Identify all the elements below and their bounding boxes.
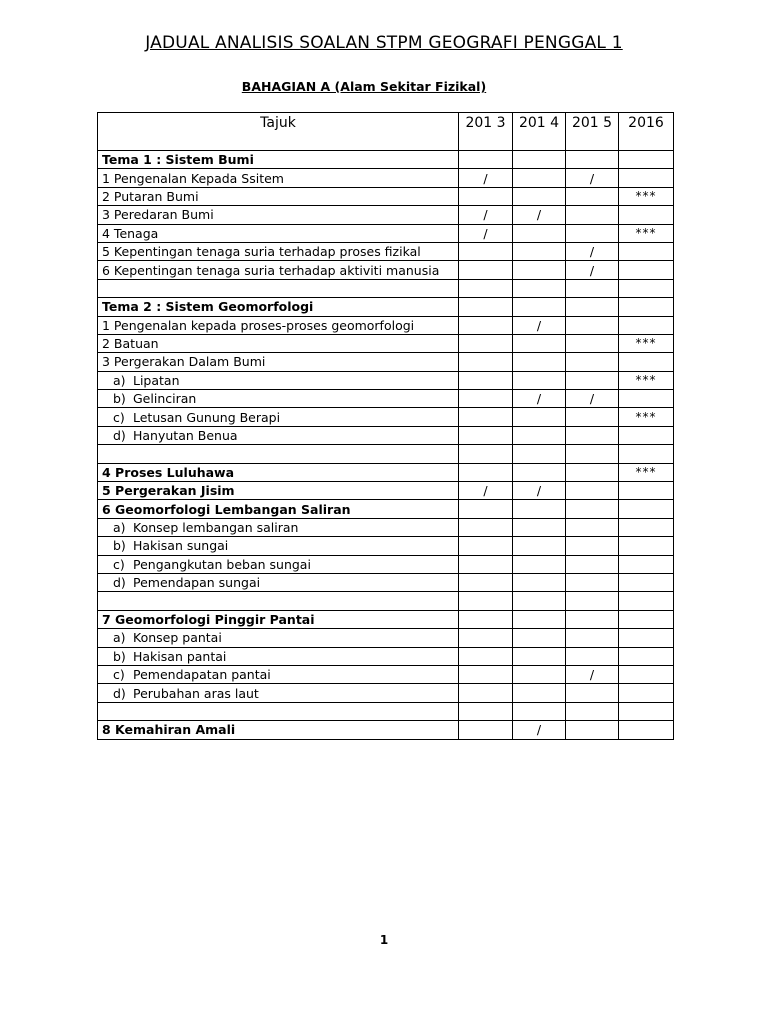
table-row [98,408,674,426]
section-subtitle: BAHAGIAN A (Alam Sekitar Fizikal) [241,79,487,94]
mark-cell [619,242,674,260]
header-topic: Tajuk [98,113,459,151]
mark-cell [459,665,513,683]
mark-cell [566,279,619,297]
mark-cell: *** [619,463,674,481]
mark-cell: / [513,206,566,224]
mark-cell [566,702,619,720]
mark-cell [619,573,674,591]
mark-cell [513,702,566,720]
mark-cell [566,721,619,739]
mark-cell [513,353,566,371]
table-row [98,592,674,610]
mark-cell [566,206,619,224]
topic-cell [98,555,459,573]
topic-cell [98,610,459,628]
mark-cell [459,371,513,389]
mark-cell [619,500,674,518]
mark-cell [566,353,619,371]
topic-cell [98,242,459,260]
table-row [98,169,674,187]
table-row [98,353,674,371]
topic-label: Perubahan aras laut [133,685,259,701]
mark-cell [513,555,566,573]
mark-cell [619,169,674,187]
table-row [98,629,674,647]
mark-cell [459,151,513,169]
mark-cell [566,500,619,518]
topic-cell [98,206,459,224]
mark-cell [513,371,566,389]
mark-cell [566,610,619,628]
mark-cell [619,482,674,500]
header-year-2015: 201 5 [566,113,619,151]
topic-cell [98,537,459,555]
sub-item-letter: c) [113,556,125,572]
topic-cell [98,684,459,702]
mark-cell [513,169,566,187]
table-row [98,242,674,260]
mark-cell: *** [619,371,674,389]
topic-cell [98,298,459,316]
topic-cell [98,169,459,187]
mark-cell [459,261,513,279]
mark-cell [513,151,566,169]
topic-cell [98,151,459,169]
topic-cell [98,334,459,352]
topic-label: Konsep pantai [133,630,222,646]
mark-cell: / [513,482,566,500]
sub-item-letter: b) [113,648,126,664]
topic-label: Pemendapatan pantai [133,667,271,683]
mark-cell [513,665,566,683]
mark-cell [566,537,619,555]
topic-cell [98,721,459,739]
sub-item-letter: b) [113,391,126,407]
mark-cell: / [459,206,513,224]
sub-item-letter: c) [113,409,125,425]
topic-cell [98,573,459,591]
header-year-2014: 201 4 [513,113,566,151]
mark-cell [619,684,674,702]
mark-cell [566,592,619,610]
mark-cell [619,665,674,683]
mark-cell [619,445,674,463]
topic-cell [98,390,459,408]
table-row [98,721,674,739]
mark-cell [619,316,674,334]
table-row [98,665,674,683]
mark-cell [566,151,619,169]
topic-cell [98,647,459,665]
mark-cell [459,721,513,739]
topic-cell [98,463,459,481]
mark-cell: / [459,482,513,500]
page-number: 1 [379,933,389,947]
table-row [98,426,674,444]
topic-cell [98,224,459,242]
topic-label: 6 Kepentingan tenaga suria terhadap aktiviti manusia [102,262,440,278]
mark-cell [513,629,566,647]
mark-cell [566,445,619,463]
table-row [98,151,674,169]
mark-cell [619,537,674,555]
table-body [98,151,674,740]
topic-label: Pengangkutan beban sungai [133,556,311,572]
topic-cell [98,187,459,205]
document-title: JADUAL ANALISIS SOALAN STPM GEOGRAFI PENGGAL 1 [145,33,623,53]
sub-item-letter: d) [113,428,126,444]
topic-label: Tema 2 : Sistem Geomorfologi [102,299,314,315]
mark-cell [619,629,674,647]
mark-cell [513,463,566,481]
table-row [98,334,674,352]
table-row [98,647,674,665]
mark-cell [566,224,619,242]
sub-item-letter: c) [113,667,125,683]
mark-cell [566,298,619,316]
table-row [98,482,674,500]
topic-label: Lipatan [133,372,180,388]
mark-cell [619,702,674,720]
topic-label: 3 Pergerakan Dalam Bumi [102,354,266,370]
topic-cell [98,665,459,683]
mark-cell [513,537,566,555]
topic-cell [98,261,459,279]
mark-cell [459,463,513,481]
sub-item-letter: a) [113,630,126,646]
mark-cell: / [566,390,619,408]
topic-label: 3 Peredaran Bumi [102,207,214,223]
mark-cell [513,445,566,463]
mark-cell [459,408,513,426]
mark-cell: *** [619,408,674,426]
mark-cell [619,555,674,573]
topic-label: Tema 1 : Sistem Bumi [102,152,254,168]
header-year-2013: 201 3 [459,113,513,151]
mark-cell [513,573,566,591]
topic-label: 5 Pergerakan Jisim [102,483,235,499]
mark-cell [566,555,619,573]
table-row [98,684,674,702]
table-row [98,573,674,591]
table-row [98,279,674,297]
topic-label: 7 Geomorfologi Pinggir Pantai [102,611,315,627]
mark-cell [619,151,674,169]
mark-cell [513,408,566,426]
mark-cell [513,426,566,444]
mark-cell [619,390,674,408]
table-row [98,298,674,316]
topic-label: 1 Pengenalan kepada proses-proses geomorfologi [102,317,415,333]
topic-label: 8 Kemahiran Amali [102,722,236,738]
mark-cell [459,390,513,408]
mark-cell: / [566,665,619,683]
mark-cell [513,242,566,260]
topic-label: 2 Putaran Bumi [102,188,199,204]
mark-cell [513,187,566,205]
mark-cell [619,298,674,316]
table-row [98,371,674,389]
sub-item-letter: b) [113,538,126,554]
table-row [98,390,674,408]
mark-cell [513,592,566,610]
table-row [98,500,674,518]
topic-label: 4 Tenaga [102,225,159,241]
topic-cell [98,592,459,610]
table-row [98,518,674,536]
topic-cell [98,482,459,500]
sub-item-letter: a) [113,520,126,535]
analysis-table [97,112,674,740]
table-row [98,206,674,224]
mark-cell: / [566,261,619,279]
table-row [98,445,674,463]
mark-cell [459,537,513,555]
mark-cell: *** [619,334,674,352]
topic-label: 5 Kepentingan tenaga suria terhadap proses fizikal [102,244,421,260]
mark-cell [619,426,674,444]
header-year-2016: 2016 [619,113,674,151]
mark-cell [619,721,674,739]
mark-cell [566,482,619,500]
mark-cell [513,500,566,518]
mark-cell [459,279,513,297]
table-row [98,224,674,242]
mark-cell [459,629,513,647]
mark-cell [513,279,566,297]
topic-cell [98,426,459,444]
mark-cell [459,187,513,205]
mark-cell [459,298,513,316]
topic-cell [98,316,459,334]
mark-cell [513,684,566,702]
mark-cell [619,206,674,224]
mark-cell [566,316,619,334]
mark-cell [619,592,674,610]
topic-label: Gelinciran [133,391,197,407]
mark-cell [513,610,566,628]
topic-cell [98,279,459,297]
topic-cell [98,629,459,647]
mark-cell [566,573,619,591]
mark-cell: *** [619,187,674,205]
mark-cell [513,298,566,316]
topic-label: Hakisan sungai [133,538,229,554]
mark-cell: / [566,242,619,260]
mark-cell [459,555,513,573]
mark-cell [459,353,513,371]
mark-cell [459,334,513,352]
topic-label: Letusan Gunung Berapi [133,409,281,425]
sub-item-letter: a) [113,372,126,388]
table-row [98,537,674,555]
mark-cell [566,647,619,665]
mark-cell [459,242,513,260]
topic-cell [98,500,459,518]
mark-cell [459,647,513,665]
mark-cell [459,518,513,536]
mark-cell [513,518,566,536]
mark-cell: / [513,390,566,408]
mark-cell [459,426,513,444]
mark-cell [566,426,619,444]
topic-label: Pemendapan sungai [133,575,261,591]
topic-label: Hanyutan Benua [133,428,238,444]
mark-cell [459,445,513,463]
mark-cell [566,334,619,352]
mark-cell [619,647,674,665]
table-row [98,316,674,334]
topic-label: 2 Batuan [102,336,159,352]
topic-cell [98,353,459,371]
mark-cell: *** [619,224,674,242]
table-row [98,463,674,481]
mark-cell: / [513,316,566,334]
mark-cell [459,500,513,518]
mark-cell [566,371,619,389]
mark-cell [566,629,619,647]
mark-cell [513,224,566,242]
mark-cell [566,408,619,426]
topic-cell [98,702,459,720]
topic-cell [98,408,459,426]
table-row [98,555,674,573]
mark-cell [459,702,513,720]
topic-label: 4 Proses Luluhawa [102,464,235,480]
topic-label: 1 Pengenalan Kepada Ssitem [102,170,284,186]
mark-cell [566,187,619,205]
mark-cell [619,261,674,279]
mark-cell [513,647,566,665]
table-header-row [98,113,674,151]
mark-cell: / [513,721,566,739]
mark-cell [459,592,513,610]
mark-cell [619,610,674,628]
topic-cell [98,445,459,463]
mark-cell [566,518,619,536]
mark-cell [566,684,619,702]
topic-cell [98,518,459,536]
mark-cell: / [459,169,513,187]
mark-cell [513,261,566,279]
mark-cell [619,518,674,536]
table-row [98,261,674,279]
mark-cell [459,684,513,702]
mark-cell [619,353,674,371]
table-row [98,187,674,205]
topic-label: Konsep lembangan saliran [133,520,299,535]
mark-cell [513,334,566,352]
mark-cell [459,316,513,334]
table-row [98,702,674,720]
mark-cell [566,463,619,481]
topic-label: 6 Geomorfologi Lembangan Saliran [102,501,351,517]
topic-cell [98,371,459,389]
table-row [98,610,674,628]
mark-cell [459,610,513,628]
mark-cell [459,573,513,591]
mark-cell: / [566,169,619,187]
mark-cell [619,279,674,297]
mark-cell: / [459,224,513,242]
sub-item-letter: d) [113,685,126,701]
sub-item-letter: d) [113,575,126,591]
topic-label: Hakisan pantai [133,648,227,664]
